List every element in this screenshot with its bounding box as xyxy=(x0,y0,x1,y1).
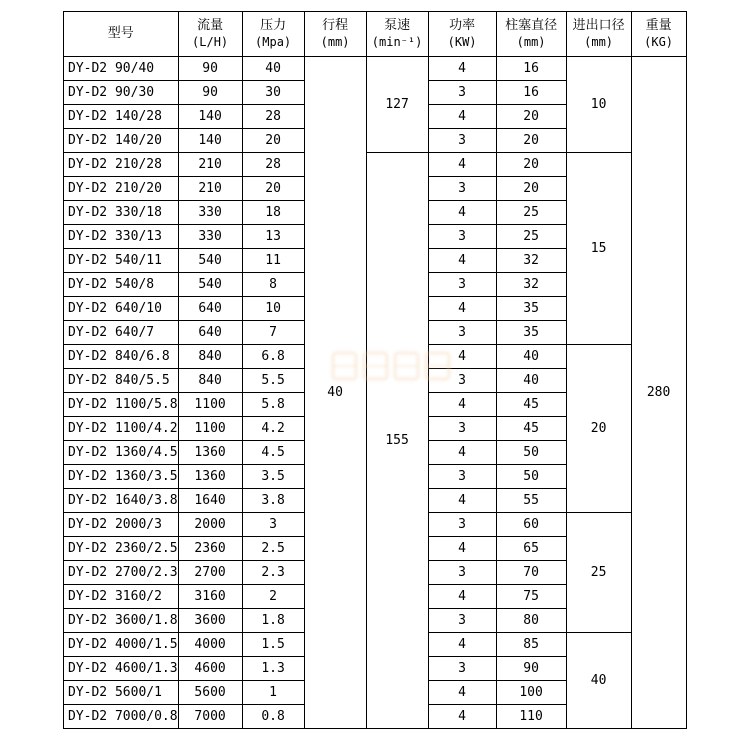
port_diameter-cell: 15 xyxy=(566,153,631,345)
plunger-cell: 85 xyxy=(496,633,566,657)
power-cell: 4 xyxy=(428,393,496,417)
power-cell: 3 xyxy=(428,129,496,153)
model-cell: DY-D2 640/7 xyxy=(64,321,179,345)
plunger-cell: 32 xyxy=(496,273,566,297)
pressure-cell: 10 xyxy=(242,297,304,321)
power-cell: 4 xyxy=(428,201,496,225)
model-cell: DY-D2 1360/4.5 xyxy=(64,441,179,465)
model-cell: DY-D2 640/10 xyxy=(64,297,179,321)
pressure-cell: 7 xyxy=(242,321,304,345)
pressure-cell: 18 xyxy=(242,201,304,225)
plunger-cell: 50 xyxy=(496,441,566,465)
flow-cell: 210 xyxy=(178,153,242,177)
model-cell: DY-D2 210/28 xyxy=(64,153,179,177)
plunger-cell: 40 xyxy=(496,369,566,393)
model-cell: DY-D2 2000/3 xyxy=(64,513,179,537)
pressure-cell: 1.5 xyxy=(242,633,304,657)
flow-cell: 7000 xyxy=(178,705,242,729)
pressure-cell: 3.5 xyxy=(242,465,304,489)
col-header-pressure xyxy=(242,12,304,57)
power-cell: 3 xyxy=(428,81,496,105)
model-cell: DY-D2 1100/5.8 xyxy=(64,393,179,417)
plunger-cell: 45 xyxy=(496,393,566,417)
flow-cell: 640 xyxy=(178,297,242,321)
flow-cell: 1360 xyxy=(178,441,242,465)
port_diameter-cell: 40 xyxy=(566,633,631,729)
flow-cell: 540 xyxy=(178,273,242,297)
model-cell: DY-D2 1640/3.8 xyxy=(64,489,179,513)
power-cell: 3 xyxy=(428,225,496,249)
plunger-cell: 32 xyxy=(496,249,566,273)
flow-cell: 2700 xyxy=(178,561,242,585)
flow-cell: 840 xyxy=(178,369,242,393)
col-header-unit: (min⁻¹) xyxy=(371,35,423,49)
plunger-cell: 35 xyxy=(496,297,566,321)
power-cell: 3 xyxy=(428,417,496,441)
power-cell: 4 xyxy=(428,441,496,465)
port_diameter-cell: 10 xyxy=(566,57,631,153)
col-header-label: 型号 xyxy=(107,26,134,41)
col-header-flow xyxy=(178,12,242,57)
col-header-unit: (L/H) xyxy=(192,35,229,49)
power-cell: 3 xyxy=(428,321,496,345)
col-header-label: 泵速 xyxy=(384,18,411,33)
flow-cell: 210 xyxy=(178,177,242,201)
plunger-cell: 70 xyxy=(496,561,566,585)
pressure-cell: 2 xyxy=(242,585,304,609)
model-cell: DY-D2 540/11 xyxy=(64,249,179,273)
power-cell: 4 xyxy=(428,105,496,129)
flow-cell: 4000 xyxy=(178,633,242,657)
pressure-cell: 28 xyxy=(242,153,304,177)
power-cell: 3 xyxy=(428,465,496,489)
flow-cell: 1640 xyxy=(178,489,242,513)
spec-table-container xyxy=(63,11,687,729)
flow-cell: 540 xyxy=(178,249,242,273)
power-cell: 3 xyxy=(428,609,496,633)
model-cell: DY-D2 330/18 xyxy=(64,201,179,225)
pressure-cell: 20 xyxy=(242,177,304,201)
table-row xyxy=(64,153,687,177)
pressure-cell: 13 xyxy=(242,225,304,249)
flow-cell: 840 xyxy=(178,345,242,369)
model-cell: DY-D2 2360/2.5 xyxy=(64,537,179,561)
plunger-cell: 16 xyxy=(496,57,566,81)
model-cell: DY-D2 3600/1.8 xyxy=(64,609,179,633)
model-cell: DY-D2 2700/2.3 xyxy=(64,561,179,585)
power-cell: 4 xyxy=(428,297,496,321)
col-header-label: 压力 xyxy=(260,18,287,33)
pressure-cell: 5.5 xyxy=(242,369,304,393)
col-header-pump-speed xyxy=(366,12,428,57)
flow-cell: 640 xyxy=(178,321,242,345)
flow-cell: 90 xyxy=(178,57,242,81)
power-cell: 3 xyxy=(428,561,496,585)
model-cell: DY-D2 7000/0.8 xyxy=(64,705,179,729)
model-cell: DY-D2 5600/1 xyxy=(64,681,179,705)
flow-cell: 1100 xyxy=(178,417,242,441)
flow-cell: 140 xyxy=(178,129,242,153)
flow-cell: 1360 xyxy=(178,465,242,489)
power-cell: 4 xyxy=(428,345,496,369)
flow-cell: 140 xyxy=(178,105,242,129)
col-header-unit: (mm) xyxy=(516,35,546,49)
header-row xyxy=(64,12,687,57)
col-header-label: 柱塞直径 xyxy=(505,18,558,33)
pressure-cell: 2.3 xyxy=(242,561,304,585)
power-cell: 4 xyxy=(428,585,496,609)
col-header-plunger-diameter xyxy=(496,12,566,57)
pressure-cell: 8 xyxy=(242,273,304,297)
model-cell: DY-D2 1360/3.5 xyxy=(64,465,179,489)
pressure-cell: 40 xyxy=(242,57,304,81)
stroke-cell: 40 xyxy=(304,57,366,729)
pressure-cell: 5.8 xyxy=(242,393,304,417)
table-row xyxy=(64,57,687,81)
model-cell: DY-D2 330/13 xyxy=(64,225,179,249)
power-cell: 3 xyxy=(428,369,496,393)
pressure-cell: 4.5 xyxy=(242,441,304,465)
pump_speed-cell: 155 xyxy=(366,153,428,729)
pump-spec-table xyxy=(63,11,687,729)
model-cell: DY-D2 90/30 xyxy=(64,81,179,105)
model-cell: DY-D2 4000/1.5 xyxy=(64,633,179,657)
plunger-cell: 25 xyxy=(496,225,566,249)
col-header-label: 功率 xyxy=(449,18,476,33)
plunger-cell: 60 xyxy=(496,513,566,537)
plunger-cell: 50 xyxy=(496,465,566,489)
power-cell: 4 xyxy=(428,249,496,273)
plunger-cell: 20 xyxy=(496,153,566,177)
col-header-label: 重量 xyxy=(645,18,672,33)
plunger-cell: 40 xyxy=(496,345,566,369)
col-header-label: 流量 xyxy=(197,18,224,33)
model-cell: DY-D2 140/20 xyxy=(64,129,179,153)
power-cell: 4 xyxy=(428,489,496,513)
plunger-cell: 80 xyxy=(496,609,566,633)
plunger-cell: 20 xyxy=(496,177,566,201)
model-cell: DY-D2 840/5.5 xyxy=(64,369,179,393)
power-cell: 3 xyxy=(428,177,496,201)
col-header-unit: (KG) xyxy=(644,35,674,49)
port_diameter-cell: 25 xyxy=(566,513,631,633)
flow-cell: 2360 xyxy=(178,537,242,561)
pressure-cell: 1 xyxy=(242,681,304,705)
plunger-cell: 20 xyxy=(496,129,566,153)
power-cell: 4 xyxy=(428,57,496,81)
col-header-stroke xyxy=(304,12,366,57)
pressure-cell: 2.5 xyxy=(242,537,304,561)
pump_speed-cell: 127 xyxy=(366,57,428,153)
col-header-model xyxy=(64,12,179,57)
power-cell: 3 xyxy=(428,657,496,681)
plunger-cell: 100 xyxy=(496,681,566,705)
plunger-cell: 110 xyxy=(496,705,566,729)
plunger-cell: 20 xyxy=(496,105,566,129)
pressure-cell: 28 xyxy=(242,105,304,129)
model-cell: DY-D2 90/40 xyxy=(64,57,179,81)
power-cell: 4 xyxy=(428,681,496,705)
flow-cell: 330 xyxy=(178,225,242,249)
pressure-cell: 20 xyxy=(242,129,304,153)
model-cell: DY-D2 4600/1.3 xyxy=(64,657,179,681)
power-cell: 4 xyxy=(428,537,496,561)
flow-cell: 3600 xyxy=(178,609,242,633)
plunger-cell: 16 xyxy=(496,81,566,105)
col-header-port-diameter xyxy=(566,12,631,57)
power-cell: 3 xyxy=(428,273,496,297)
model-cell: DY-D2 1100/4.2 xyxy=(64,417,179,441)
col-header-unit: (Mpa) xyxy=(255,35,292,49)
col-header-unit: (mm) xyxy=(320,35,350,49)
plunger-cell: 45 xyxy=(496,417,566,441)
col-header-weight xyxy=(631,12,686,57)
pressure-cell: 4.2 xyxy=(242,417,304,441)
pressure-cell: 0.8 xyxy=(242,705,304,729)
plunger-cell: 35 xyxy=(496,321,566,345)
power-cell: 4 xyxy=(428,153,496,177)
col-header-power xyxy=(428,12,496,57)
flow-cell: 3160 xyxy=(178,585,242,609)
power-cell: 3 xyxy=(428,513,496,537)
plunger-cell: 90 xyxy=(496,657,566,681)
weight-cell: 280 xyxy=(631,57,686,729)
flow-cell: 5600 xyxy=(178,681,242,705)
pressure-cell: 3.8 xyxy=(242,489,304,513)
pressure-cell: 11 xyxy=(242,249,304,273)
model-cell: DY-D2 210/20 xyxy=(64,177,179,201)
pressure-cell: 30 xyxy=(242,81,304,105)
flow-cell: 330 xyxy=(178,201,242,225)
model-cell: DY-D2 3160/2 xyxy=(64,585,179,609)
flow-cell: 1100 xyxy=(178,393,242,417)
model-cell: DY-D2 540/8 xyxy=(64,273,179,297)
port_diameter-cell: 20 xyxy=(566,345,631,513)
model-cell: DY-D2 140/28 xyxy=(64,105,179,129)
table-body xyxy=(64,57,687,729)
flow-cell: 4600 xyxy=(178,657,242,681)
pressure-cell: 1.8 xyxy=(242,609,304,633)
model-cell: DY-D2 840/6.8 xyxy=(64,345,179,369)
plunger-cell: 65 xyxy=(496,537,566,561)
pressure-cell: 1.3 xyxy=(242,657,304,681)
power-cell: 4 xyxy=(428,633,496,657)
col-header-label: 行程 xyxy=(322,18,349,33)
flow-cell: 2000 xyxy=(178,513,242,537)
col-header-label: 进出口径 xyxy=(572,18,625,33)
col-header-unit: (mm) xyxy=(584,35,614,49)
plunger-cell: 75 xyxy=(496,585,566,609)
plunger-cell: 25 xyxy=(496,201,566,225)
power-cell: 4 xyxy=(428,705,496,729)
plunger-cell: 55 xyxy=(496,489,566,513)
flow-cell: 90 xyxy=(178,81,242,105)
col-header-unit: (KW) xyxy=(447,35,477,49)
pressure-cell: 6.8 xyxy=(242,345,304,369)
pressure-cell: 3 xyxy=(242,513,304,537)
